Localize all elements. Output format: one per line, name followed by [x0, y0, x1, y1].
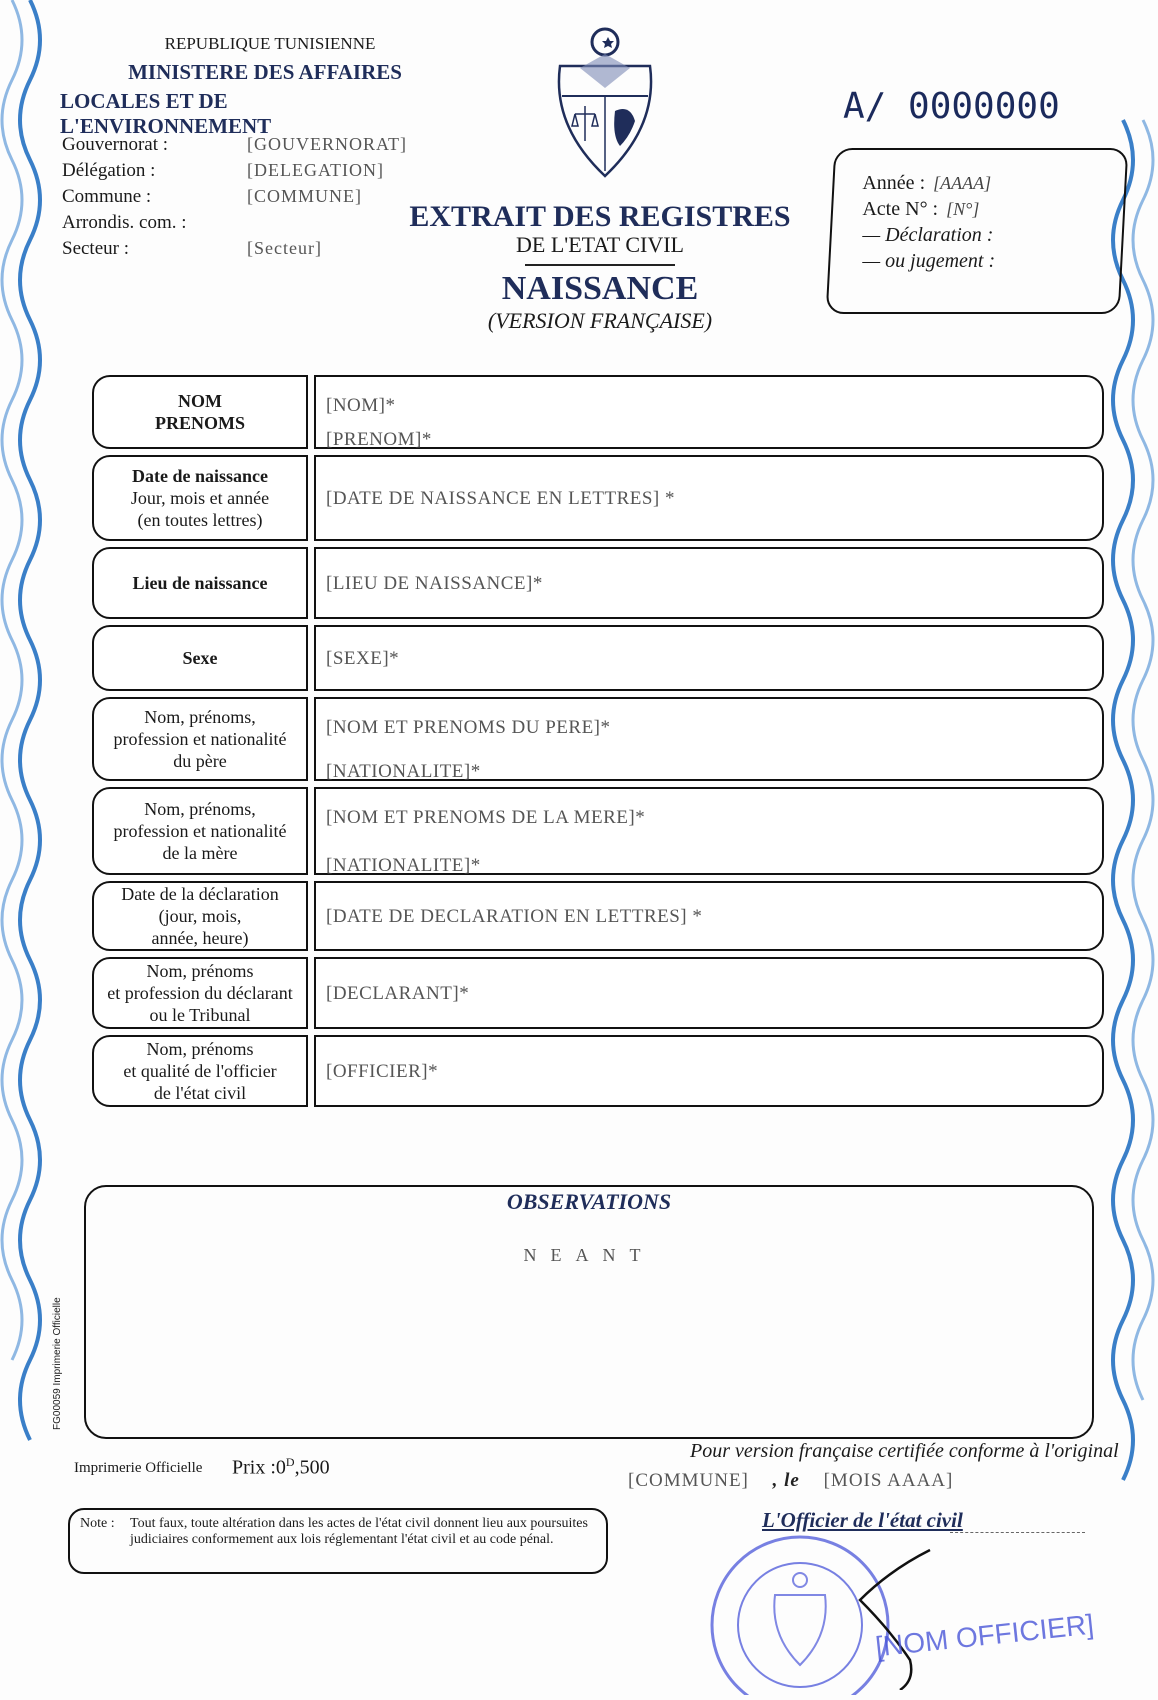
form-row-label-line: Nom, prénoms, [144, 799, 256, 819]
price-currency: D [285, 1455, 295, 1469]
form-row [92, 881, 1104, 951]
form-row-value: [NATIONALITE]* [326, 761, 481, 782]
price-suffix: ,500 [294, 1456, 330, 1479]
admin-field-value: [GOUVERNORAT] [247, 134, 407, 154]
form-row-label [92, 881, 308, 951]
form-row-label-line: ou le Tribunal [149, 1005, 251, 1025]
form-row-label-line: Nom, prénoms [146, 961, 254, 981]
officer-name-stamp: [NOM OFFICIER] [873, 1608, 1096, 1663]
form-row-label [92, 787, 308, 875]
form-row [92, 1035, 1104, 1107]
price-prefix: Prix :0 [232, 1456, 286, 1479]
ministry-line-1: MINISTERE DES AFFAIRES [128, 60, 402, 84]
form-row-label-line: PRENOMS [155, 413, 245, 433]
form-row-label-line: Nom, prénoms, [144, 707, 256, 727]
form-row-value-box [314, 1035, 1104, 1107]
form-row-label-line: année, heure) [151, 928, 249, 948]
form-row-value: [PRENOM]* [326, 429, 432, 450]
observations-value: NEANT [523, 1245, 655, 1265]
document-title: EXTRAIT DES REGISTRES [409, 200, 791, 233]
admin-field-gouvernorat [62, 134, 407, 160]
jugement-label: — ou jugement : [862, 250, 996, 272]
form-row-value-box [314, 957, 1104, 1029]
admin-field-label: Arrondis. com. : [62, 212, 187, 233]
signature-line [950, 1532, 1085, 1533]
form-row [92, 957, 1104, 1029]
form-row-label [92, 455, 308, 541]
admin-field-commune [62, 186, 407, 212]
issue-date: [MOIS AAAA] [823, 1470, 954, 1491]
form-row-value-box [314, 787, 1104, 875]
form-code: FG00059 Imprimerie Officielle [52, 1297, 63, 1430]
administrative-fields [62, 134, 407, 264]
form-row-label-line: profession et nationalité [113, 821, 287, 841]
acte-number-label: Acte N° : [862, 198, 939, 220]
legal-note [68, 1508, 608, 1574]
acte-number-value: [N°] [946, 199, 980, 219]
ministry-line-2: LOCALES ET DE L'ENVIRONNEMENT [60, 89, 272, 138]
document-titles [400, 200, 800, 334]
form-row [92, 787, 1104, 875]
form-row-value-box [314, 697, 1104, 781]
form-row-value: [SEXE]* [326, 648, 400, 669]
form-row-label-line: et profession du déclarant [107, 983, 293, 1003]
admin-field-value: [DELEGATION] [247, 160, 384, 180]
form-row-label-line: et qualité de l'officier [123, 1061, 277, 1081]
admin-field-delegation [62, 160, 407, 186]
form-row-value-box [314, 881, 1104, 951]
form-row-label-line: Sexe [182, 648, 218, 668]
officer-title: L'Officier de l'état civil [762, 1508, 963, 1532]
acte-number-row [862, 198, 995, 224]
form-row-label [92, 547, 308, 619]
annee-row [862, 172, 995, 198]
observations-title: OBSERVATIONS [506, 1189, 672, 1214]
form-row [92, 547, 1104, 619]
form-row [92, 375, 1104, 449]
form-row-value-box [314, 375, 1104, 449]
issue-place: [COMMUNE] [628, 1470, 749, 1491]
form-row-label-line: de la mère [162, 843, 238, 863]
form-row [92, 625, 1104, 691]
form-row-label-line: (jour, mois, [158, 906, 242, 926]
form-row-label-line: profession et nationalité [113, 729, 287, 749]
printer-name: Imprimerie Officielle [74, 1460, 203, 1476]
admin-field-label: Gouvernorat : [62, 134, 169, 155]
declaration-label: — Déclaration : [862, 224, 994, 246]
form-row-label [92, 697, 308, 781]
note-text: Tout faux, toute altération dans les actes de l'état civil donnent lieu aux poursuites judiciaires conformement aux lois réglementant l'état civil et au code pénal. [130, 1516, 588, 1547]
price [232, 1455, 330, 1480]
admin-field-value: [COMMUNE] [247, 186, 362, 206]
acte-info-box [826, 148, 1129, 314]
form-row-value: [NOM]* [326, 395, 396, 416]
form-row-value-box [314, 625, 1104, 691]
form-row-label-line: Lieu de naissance [132, 573, 268, 593]
form-row-label-line: (en toutes lettres) [137, 510, 263, 530]
admin-field-label: Délégation : [62, 160, 156, 181]
document-subtitle: DE L'ETAT CIVIL [516, 232, 684, 257]
form-row-value-box [314, 455, 1104, 541]
issue-le: , le [772, 1470, 800, 1491]
form-row-label [92, 957, 308, 1029]
certification-text: Pour version française certifiée conforme à l'original [690, 1440, 1119, 1462]
birth-record-form [92, 375, 1104, 1113]
serial-number: A/ 0000000 [843, 86, 1060, 127]
form-row-label-line: Date de naissance [132, 466, 268, 486]
admin-field-label: Commune : [62, 186, 152, 207]
form-row-label [92, 1035, 308, 1107]
form-row-value: [NOM ET PRENOMS DU PERE]* [326, 717, 611, 738]
document-version: (VERSION FRANÇAISE) [487, 308, 713, 333]
form-row [92, 697, 1104, 781]
title-divider [525, 264, 675, 266]
form-row-label-line: Nom, prénoms [146, 1039, 254, 1059]
admin-field-arrondissement [62, 212, 407, 238]
admin-field-value: [Secteur] [247, 238, 322, 258]
form-row-value: [DATE DE NAISSANCE EN LETTRES] * [326, 488, 676, 509]
form-row-value: [DECLARANT]* [326, 983, 470, 1004]
form-row-label-line: NOM [178, 391, 222, 411]
observations-box [84, 1185, 1094, 1439]
form-row-value: [NATIONALITE]* [326, 855, 481, 876]
annee-label: Année : [862, 172, 926, 194]
decorative-border-left [0, 0, 60, 1692]
form-row-value: [NOM ET PRENOMS DE LA MERE]* [326, 807, 646, 828]
admin-field-secteur [62, 238, 407, 264]
annee-value: [AAAA] [933, 173, 992, 193]
admin-field-label: Secteur : [62, 238, 130, 259]
republic-name: REPUBLIQUE TUNISIENNE [164, 34, 376, 53]
issue-place-date [628, 1470, 953, 1492]
note-label: Note : [80, 1516, 115, 1531]
form-row-label [92, 625, 308, 691]
form-row-value-box [314, 547, 1104, 619]
form-row-label-line: du père [173, 751, 227, 771]
form-row-label [92, 375, 308, 449]
form-row-label-line: Jour, mois et année [130, 488, 270, 508]
form-row-label-line: Date de la déclaration [121, 884, 279, 904]
tunisia-coat-of-arms-icon [550, 26, 660, 186]
form-row-value: [DATE DE DECLARATION EN LETTRES] * [326, 906, 703, 927]
issuer-header [60, 34, 440, 139]
form-row [92, 455, 1104, 541]
form-row-value: [LIEU DE NAISSANCE]* [326, 573, 543, 594]
form-row-label-line: de l'état civil [153, 1083, 247, 1103]
form-row-value: [OFFICIER]* [326, 1061, 439, 1082]
document-type: NAISSANCE [501, 270, 699, 307]
